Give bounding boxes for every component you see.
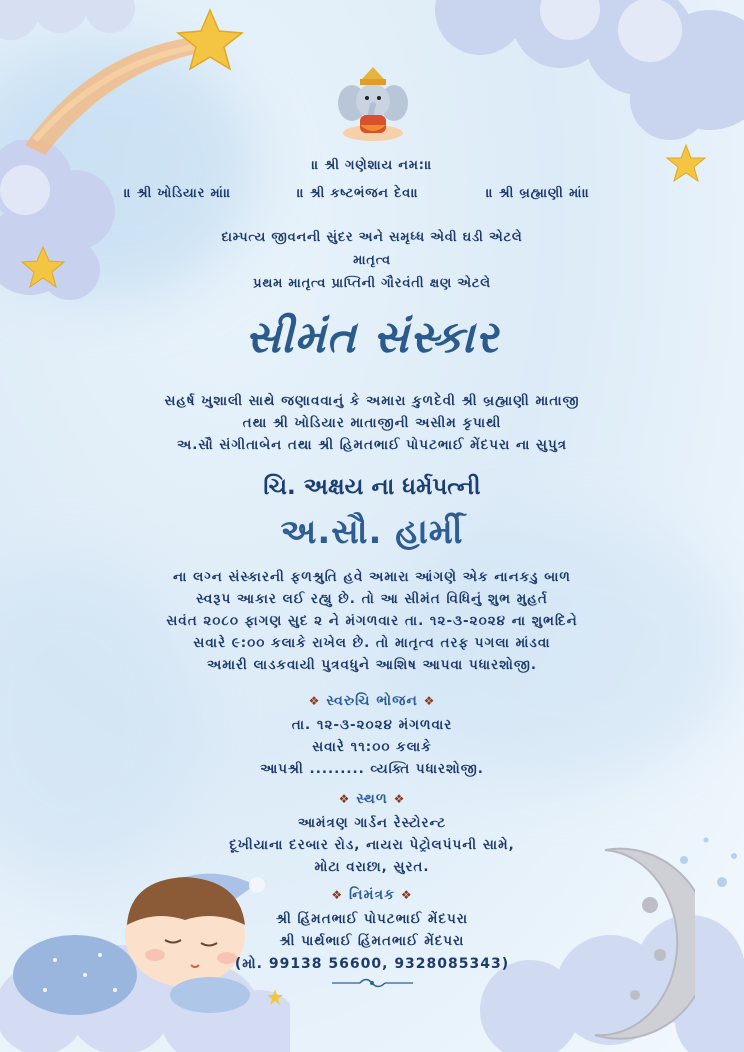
inviter-line-2: શ્રી પાર્થભાઈ હિંમતભાઈ મેંદપરા [279, 933, 465, 949]
meal-line-2: સવારે ૧૧:૦૦ કલાકે [312, 739, 432, 755]
ornament-icon: ❖ [393, 792, 406, 806]
inviter-contact: (મો. 99138 56600, 9328085343) [234, 956, 510, 972]
venue-heading [0, 791, 744, 807]
announcement-line-2: તથા શ્રી ખોડિયાર માતાજીની અસીમ કૃપાથી [242, 415, 502, 431]
announcement-line-1: સહર્ષ ખુશાલી સાથે જણાવવાનું કે અમારા કુળદેવી શ્રી બ્રહ્માણી માતાજી [164, 393, 580, 409]
ganesh-invocation: ॥ શ્રી ગણેશાય નમ:॥ [311, 158, 433, 173]
inviter-heading [0, 887, 744, 903]
announcement-line-3: અ.સૌ સંગીતાબેન તથા શ્રી હિમતભાઈ પોપટભાઈ મેંદપરા ના સુપુત્ર [176, 437, 568, 453]
divider-swirl-icon [330, 975, 415, 991]
ceremony-line-2: સ્વરૂપ આકાર લઈ રહ્યુ છે. તો આ સીમંત વિધિનું શુભ મુહર્ત [196, 591, 548, 607]
page-title: સીમંત સંસ્કાર [245, 312, 499, 363]
venue-heading-text: સ્થળ [356, 791, 388, 807]
deity-khodiyar: ॥ શ્રી ખોડિયાર માં॥ [124, 186, 232, 201]
deity-invocations [0, 186, 744, 208]
intro-line-2: માતૃત્વ [353, 253, 391, 268]
deity-kashtabhanjan: ॥ શ્રી કષ્ટભંજન દેવ॥ [297, 186, 419, 201]
shooting-star-icon [25, 5, 250, 155]
venue-line-2: દૂખીયાના દરબાર રોડ, નાયરા પેટ્રોલપંપની સામે, [229, 837, 515, 853]
ceremony-line-3: સવંત ૨૦૮૦ ફાગણ સુદ ૨ ને મંગળવાર તા. ૧૨-૩-૨૦૨૪ ના શુભદિને [166, 613, 578, 629]
inviter-heading-text: નિમંત્રક [349, 887, 395, 903]
ornament-icon: ❖ [308, 694, 321, 708]
ornament-icon: ❖ [423, 694, 436, 708]
ceremony-line-5: અમારી લાડકવાયી પુત્રવધુને આશિષ આપવા પધારશોજી. [206, 657, 538, 673]
cloud-icon [420, 0, 744, 150]
meal-line-3: આપશ્રી ......... વ્યક્તિ પધારશોજી. [260, 761, 484, 777]
intro-line-3: પ્રથમ માતૃત્વ પ્રાપ્તિની ગૌરવંતી ક્ષણ એટલે [253, 276, 491, 291]
bride-name: અ.સૌ. હાર્મી [280, 512, 464, 552]
ornament-icon: ❖ [331, 888, 344, 902]
ornament-icon: ❖ [338, 792, 351, 806]
ganesha-icon [332, 65, 414, 143]
inviter-line-1: શ્રી હિંમતભાઈ પોપટભાઈ મેંદપરા [275, 911, 469, 927]
ceremony-line-4: સવારે ૯:૦૦ કલાકે રાખેલ છે. તો માતૃત્વ તરફ પગલા માંડવા [193, 635, 551, 651]
meal-heading [0, 693, 744, 709]
ornament-icon: ❖ [400, 888, 413, 902]
venue-line-1: આમંત્રણ ગાર્ડન રેસ્ટોરન્ટ [297, 815, 447, 831]
venue-line-3: મોટા વરાછા, સુરત. [314, 859, 430, 875]
deity-brahmani: ॥ શ્રી બ્રહ્માણી માં॥ [486, 186, 590, 201]
meal-heading-text: સ્વરુચિ ભોજન [326, 693, 418, 709]
groom-line: ચિ. અક્ષય ના ધર્મપત્ની [263, 474, 481, 500]
meal-line-1: તા. ૧૨-૩-૨૦૨૪ મંગળવાર [291, 717, 453, 733]
intro-line-1: દામ્પત્ય જીવનની સુંદર અને સમૃધ્ધ એવી ઘડી એટલે [221, 230, 523, 245]
ceremony-line-1: ના લગ્ન સંસ્કારની ફળશ્રુતિ હવે અમારા આંગણે એક નાનકડુ બાળ [173, 569, 571, 585]
